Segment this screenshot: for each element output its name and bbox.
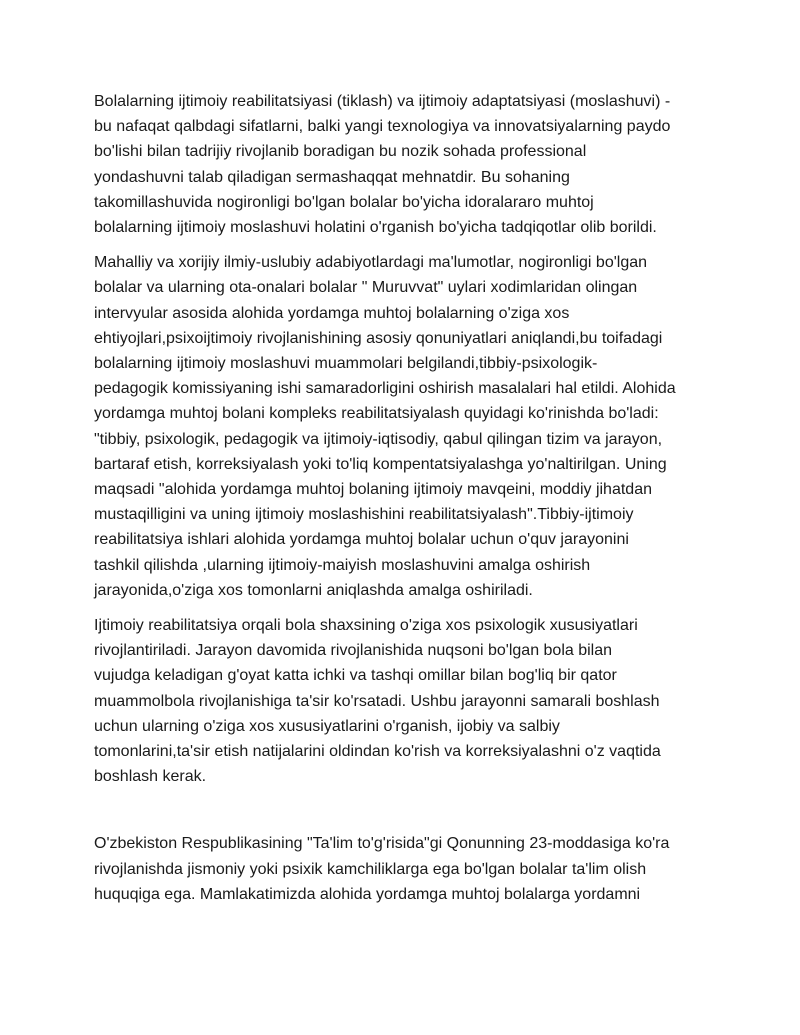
paragraph-2: Mahalliy va xorijiy ilmiy-uslubiy adabiyotlardagi ma'lumotlar, nogironligi bo'lgan bolalar va ularning ota-onalari bolalar " Muruvvat" uylari xodimlaridan olingan intervyular asosida alohida yordamga muhtoj bolalarning o'ziga xos ehtiyojlari,psixoijtimoiy rivojlanishining asosiy qonuniyatlari aniqlandi,bu toifadagi bolalarning ijtimoiy moslashuvi muammolari belgilandi,tibbiy-psixologik- pedagogik komissiyaning ishi samaradorligini oshirish masalalari hal etildi. Alohida yordamga muhtoj bolani kompleks reabilitatsiyalash quyidagi ko'rinishda bo'ladi: "tibbiy, psixologik, pedagogik va ijtimoiy-iqtisodiy, qabul qilingan tizim va jarayon, bartaraf etish, korreksiyalash yoki to'liq kompentatsiyalashga yo'naltirilgan. Uning maqsadi "alohida yordamga muhtoj bolaning ijtimoiy mavqeini, moddiy jihatdan mustaqilligini va uning ijtimoiy moslashishini reabilitatsiyalash".Tibbiy-ijtimoiy reabilitatsiya ishlari alohida yordamga muhtoj bolalar uchun o'quv jarayonini tashkil qilishda ,ularning ijtimoiy-maiyish moslashuvini amalga oshirish jarayonida,o'ziga xos tomonlarni aniqlashda amalga oshiriladi. xyxy=(94,254,676,599)
paragraph-4: O'zbekiston Respublikasining "Ta'lim to'g'risida"gi Qonunning 23-moddasiga ko'ra rivojlanishda jismoniy yoki psixik kamchiliklarga ega bo'lgan bolalar ta'lim olish huquqiga ega. Mamlakatimizda alohida yordamga muhtoj bolalarga yordamni xyxy=(94,835,670,903)
paragraph-1: Bolalarning ijtimoiy reabilitatsiyasi (tiklash) va ijtimoiy adaptatsiyasi (moslashuvi) - bu nafaqat qalbdagi sifatlarni, balki yangi texnologiya va innovatsiyalarning paydo bo'lishi bilan tadrijiy rivojlanib boradigan bu nozik sohada professional yondashuvni talab qiladigan sermashaqqat mehnatdir. Bu sohaning takomillashuvida nogironligi bo'lgan bolalar bo'yicha idoralararo muhtoj bolalarning ijtimoiy moslashuvi holatini o'rganish bo'yicha tadqiqotlar olib borildi. xyxy=(94,93,671,237)
paragraph-3: Ijtimoiy reabilitatsiya orqali bola shaxsining o'ziga xos psixologik xususiyatlari rivojlantiriladi. Jarayon davomida rivojlanishida nuqsoni bo'lgan bola bilan vujudga keladigan g'oyat katta ichki va tashqi omillar bilan bog'liq bir qator muammolbola rivojlanishiga ta'sir ko'rsatadi. Ushbu jarayonni samarali boshlash uchun ularning o'ziga xos xususiyatlarini o'rganish, ijobiy va salbiy tomonlarini,ta'sir etish natijalarini oldindan ko'rish va korreksiyalashni o'z vaqtida boshlash kerak. xyxy=(94,617,661,786)
document-body xyxy=(94,89,714,917)
